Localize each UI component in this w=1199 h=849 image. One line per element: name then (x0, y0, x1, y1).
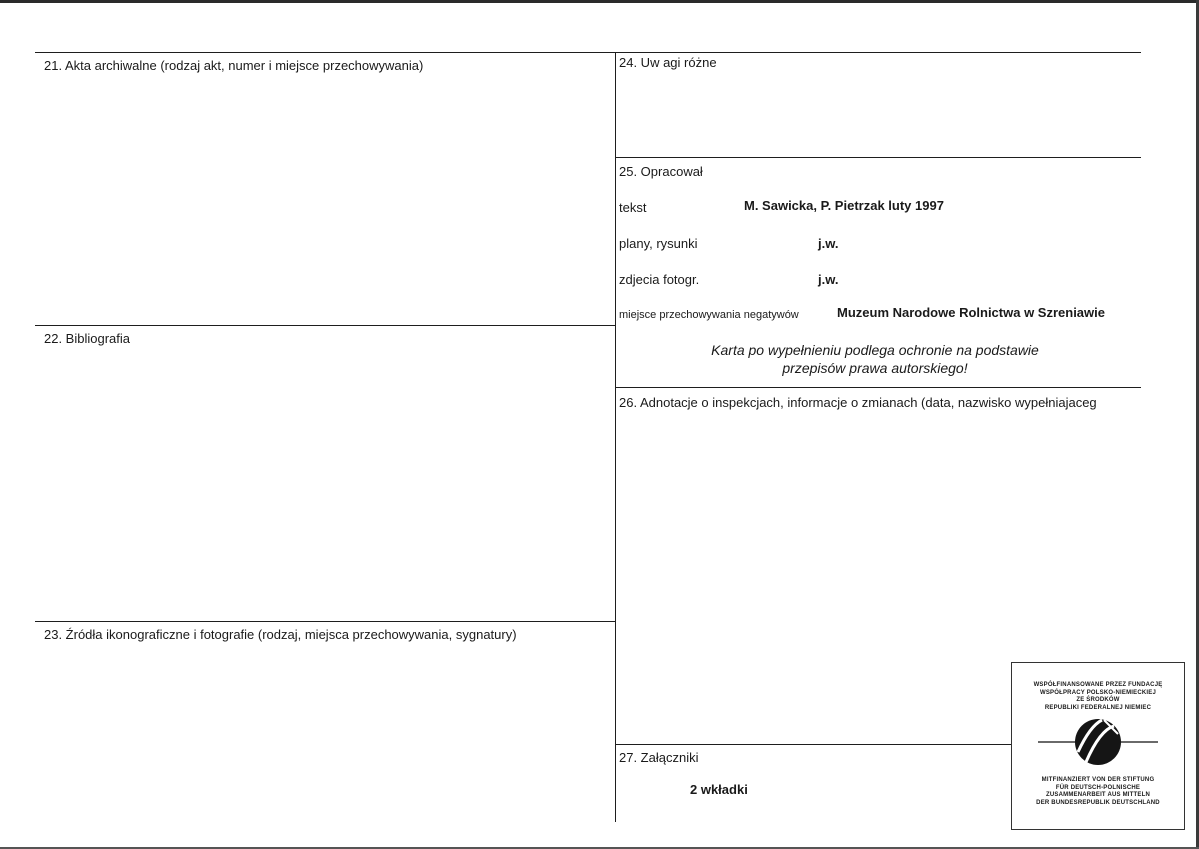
funding-logo-stamp (1011, 662, 1185, 830)
logo-de-line: FÜR DEUTSCH-POLNISCHE (1055, 784, 1141, 791)
logo-de-line: ZUSAMMENARBEIT AUS MITTELN (1046, 792, 1150, 798)
section-21-heading: 21. Akta archiwalne (rodzaj akt, numer i miejsce przechowywania) (44, 58, 424, 73)
rule-top (35, 52, 1141, 53)
rule-s25-top (615, 157, 1141, 158)
logo-pl-line: WSPÓŁPRACY POLSKO-NIEMIECKIEJ (1039, 689, 1157, 696)
rule-s23-top (35, 621, 615, 622)
tekst-label: tekst (619, 200, 647, 215)
rule-s26-top (615, 387, 1141, 388)
zalaczniki-value: 2 wkładki (690, 782, 748, 797)
plany-label: plany, rysunki (619, 236, 698, 251)
section-24-heading: 24. Uw agi różne (619, 55, 717, 70)
section-25-heading: 25. Opracował (619, 164, 703, 179)
logo-de-line: DER BUNDESREPUBLIK DEUTSCHLAND (1036, 799, 1160, 806)
rule-center-divider (615, 52, 616, 822)
logo-pl-line: ZE ŚRODKÓW (1076, 697, 1120, 703)
zdjecia-label: zdjecia fotogr. (619, 272, 700, 287)
copyright-note (640, 341, 1110, 377)
logo-text-german (1012, 777, 1184, 807)
copyright-note-line-2: przepisów prawa autorskiego! (782, 360, 968, 376)
logo-de-line: MITFINANZIERT VON DER STIFTUNG (1041, 777, 1155, 783)
section-27-heading: 27. Załączniki (619, 750, 699, 765)
negatywy-value: Muzeum Narodowe Rolnictwa w Szreniawie (837, 305, 1105, 320)
foundation-emblem-icon (1038, 718, 1158, 768)
logo-pl-line: REPUBLIKI FEDERALNEJ NIEMIEC (1044, 704, 1152, 711)
tekst-value: M. Sawicka, P. Pietrzak luty 1997 (744, 198, 944, 213)
plany-value: j.w. (818, 236, 839, 251)
negatywy-label: miejsce przechowywania negatywów (619, 309, 799, 321)
scan-edge-top (0, 0, 1199, 3)
copyright-note-line-1: Karta po wypełnieniu podlega ochronie na podstawie (711, 342, 1039, 358)
section-22-heading: 22. Bibliografia (44, 331, 130, 346)
rule-s22-top (35, 325, 615, 326)
section-26-heading: 26. Adnotacje o inspekcjach, informacje o zmianach (data, nazwisko wypełniajaceg (619, 395, 1097, 410)
logo-text-polish (1012, 682, 1184, 712)
section-23-heading: 23. Źródła ikonograficzne i fotografie (rodzaj, miejsca przechowywania, sygnatury) (44, 627, 517, 642)
rule-s27-top (615, 744, 1011, 745)
logo-pl-line: WSPÓŁFINANSOWANE PRZEZ FUNDACJĘ (1033, 682, 1163, 688)
zdjecia-value: j.w. (818, 272, 839, 287)
